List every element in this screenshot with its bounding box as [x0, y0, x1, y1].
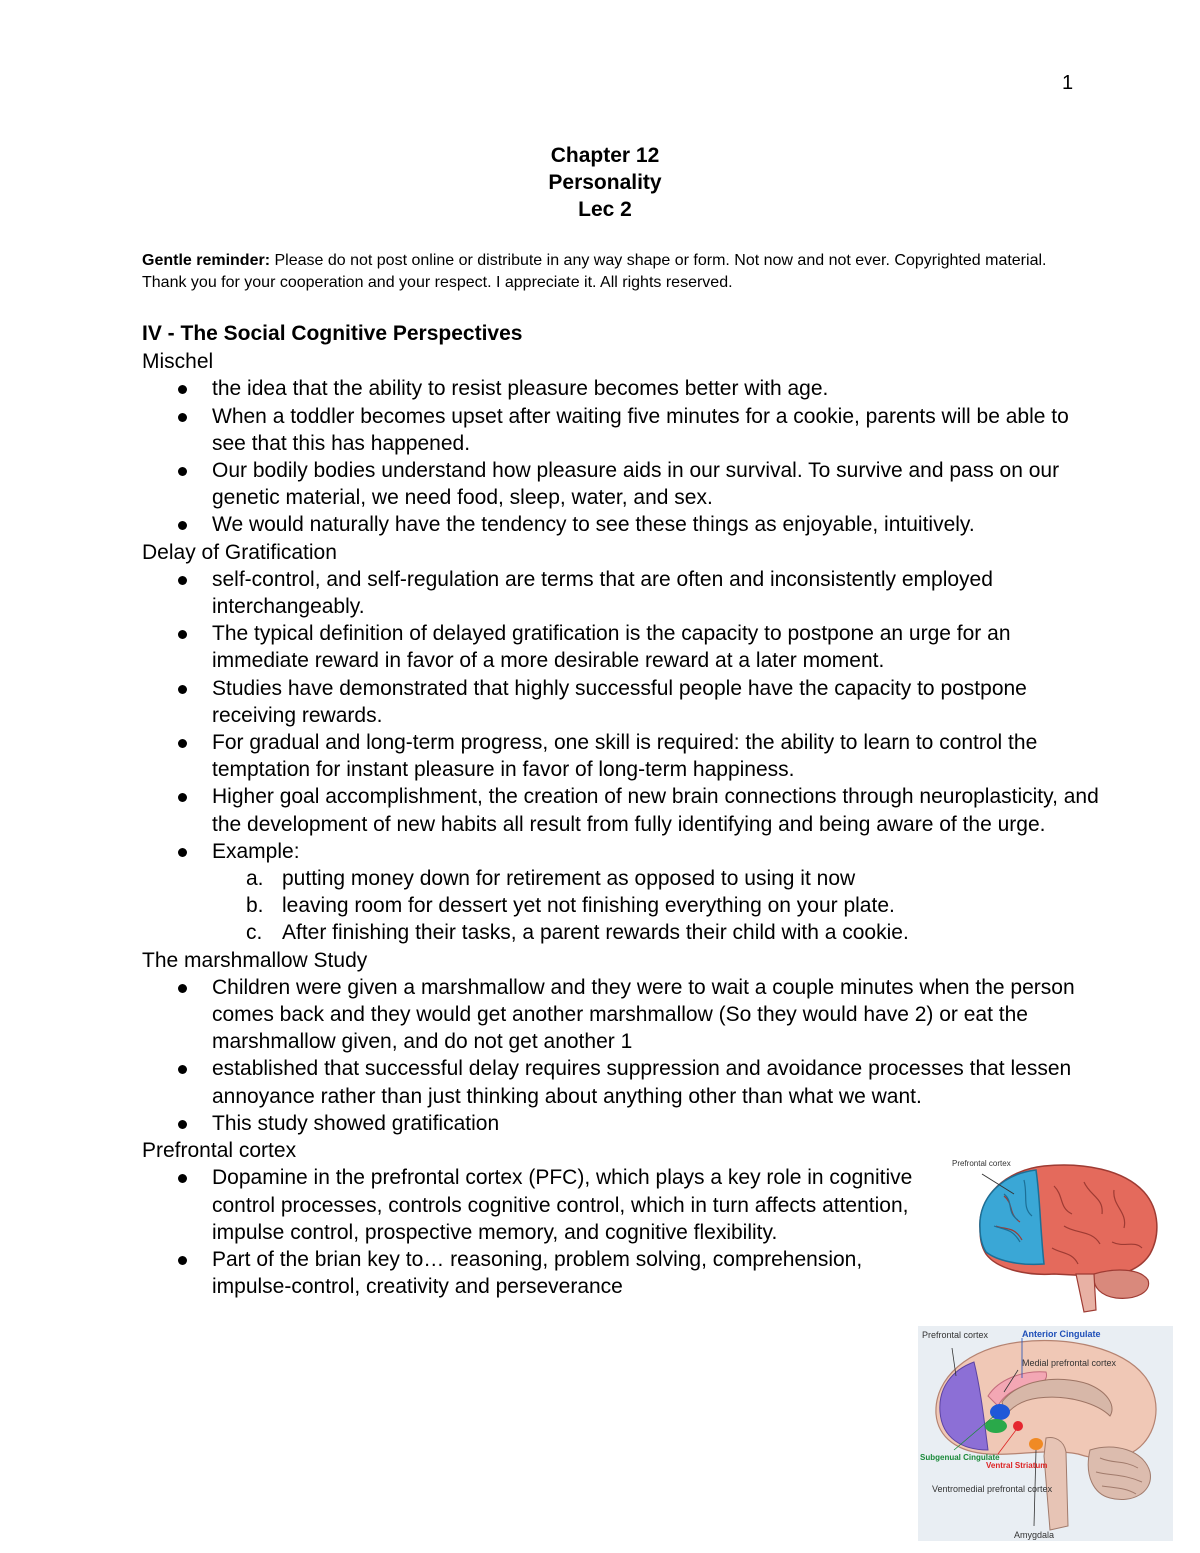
label-ventromedial: Ventromedial prefrontal cortex	[932, 1484, 1053, 1494]
list-item: Part of the brian key to… reasoning, problem solving, comprehension, impulse-control, creativity and perseverance	[212, 1246, 1102, 1300]
brain-sagittal-illustration	[918, 1326, 1173, 1541]
list-item: When a toddler becomes upset after waiting five minutes for a cookie, parents will be able to see that this has happened.	[212, 403, 1102, 457]
brain-sagittal-figure	[918, 1326, 1173, 1541]
title-chapter: Chapter 12	[550, 144, 660, 167]
example-text: leaving room for dessert yet not finishing everything on your plate.	[282, 894, 895, 918]
prefrontal-region	[980, 1170, 1044, 1264]
brain-lateral-illustration	[944, 1156, 1186, 1316]
example-text: putting money down for retirement as opposed to using it now	[282, 867, 856, 891]
example-marker: a.	[246, 867, 264, 891]
list-item: established that successful delay requires suppression and avoidance processes that lessen annoyance rather than just thinking about anything other than what we want.	[212, 1055, 1102, 1109]
list-item: Our bodily bodies understand how pleasure aids in our survival. To survive and pass on our genetic material, we need food, sleep, water, and sex.	[212, 457, 1102, 511]
list-item: The typical definition of delayed gratification is the capacity to postpone an urge for an immediate reward in favor of a more desirable reward at a later moment.	[212, 620, 1102, 674]
notes-content	[142, 320, 1102, 1300]
subhead-pfc: Prefrontal cortex	[142, 1139, 297, 1163]
label-amygdala: Amygdala	[1014, 1530, 1055, 1540]
list-item	[212, 838, 1102, 947]
list-item: Children were given a marshmallow and they were to wait a couple minutes when the person comes back and they would get another marshmallow (So they would have 2) or eat the marshmallow given, and do not get another 1	[212, 974, 1102, 1056]
label-prefrontal: Prefrontal cortex	[922, 1330, 989, 1340]
subhead-marshmallow: The marshmallow Study	[142, 948, 368, 972]
amygdala-orange	[1029, 1438, 1043, 1450]
section-heading: IV - The Social Cognitive Perspectives	[142, 322, 523, 345]
list-item: We would naturally have the tendency to see these things as enjoyable, intuitively.	[212, 511, 1102, 538]
ventral-striatum-red	[1013, 1421, 1023, 1431]
mischel-list	[142, 375, 1102, 538]
example-label: Example:	[212, 839, 300, 863]
label-ventral: Ventral Striatum	[986, 1461, 1048, 1470]
example-item	[246, 892, 1102, 919]
label-anterior-cingulate: Anterior Cingulate	[1022, 1329, 1101, 1339]
example-text: After finishing their tasks, a parent rewards their child with a cookie.	[282, 921, 909, 945]
list-item: For gradual and long-term progress, one skill is required: the ability to learn to control the temptation for instant pleasure in favor of long-term happiness.	[212, 729, 1102, 783]
reminder-text: Please do not post online or distribute in any way shape or form. Not now and not ever. Copyrighted material. Thank you for your cooperation and your respect. I appreciate it. All rights reserved.	[142, 252, 1047, 291]
document-title	[0, 142, 1200, 223]
lateral-label: Prefrontal cortex	[952, 1159, 1011, 1168]
subgenual-blue	[990, 1404, 1010, 1420]
list-item: the idea that the ability to resist pleasure becomes better with age.	[212, 375, 1102, 402]
list-item: Higher goal accomplishment, the creation of new brain connections through neuroplasticity, and the development of new habits all result from fully identifying and being aware of the urge.	[212, 783, 1102, 837]
list-item: Studies have demonstrated that highly successful people have the capacity to postpone receiving rewards.	[212, 675, 1102, 729]
example-list	[212, 865, 1102, 947]
copyright-reminder	[142, 250, 1082, 294]
example-item	[246, 865, 1102, 892]
title-topic: Personality	[548, 171, 662, 194]
example-marker: b.	[246, 894, 264, 918]
list-item: This study showed gratification	[212, 1110, 1102, 1137]
marshmallow-list	[142, 974, 1102, 1137]
example-item	[246, 919, 1102, 946]
list-item: self-control, and self-regulation are terms that are often and inconsistently employed interchangeably.	[212, 566, 1102, 620]
subhead-delay: Delay of Gratification	[142, 540, 337, 564]
delay-list	[142, 566, 1102, 947]
cerebellum-shape	[1094, 1270, 1149, 1298]
title-lecture: Lec 2	[578, 198, 632, 221]
subhead-mischel: Mischel	[142, 350, 214, 374]
page-number: 1	[1062, 72, 1074, 94]
label-subgenual: Subgenual Cingulate	[920, 1453, 1000, 1462]
example-marker: c.	[246, 921, 263, 945]
reminder-label: Gentle reminder:	[142, 252, 271, 269]
brain-lateral-figure	[944, 1156, 1186, 1316]
list-item: Dopamine in the prefrontal cortex (PFC), which plays a key role in cognitive control processes, controls cognitive control, which in turn affects attention, impulse control, prospective memory, and cognitive flexibility.	[212, 1164, 1102, 1246]
brainstem-shape	[1076, 1274, 1096, 1312]
label-medial: Medial prefrontal cortex	[1022, 1358, 1117, 1368]
